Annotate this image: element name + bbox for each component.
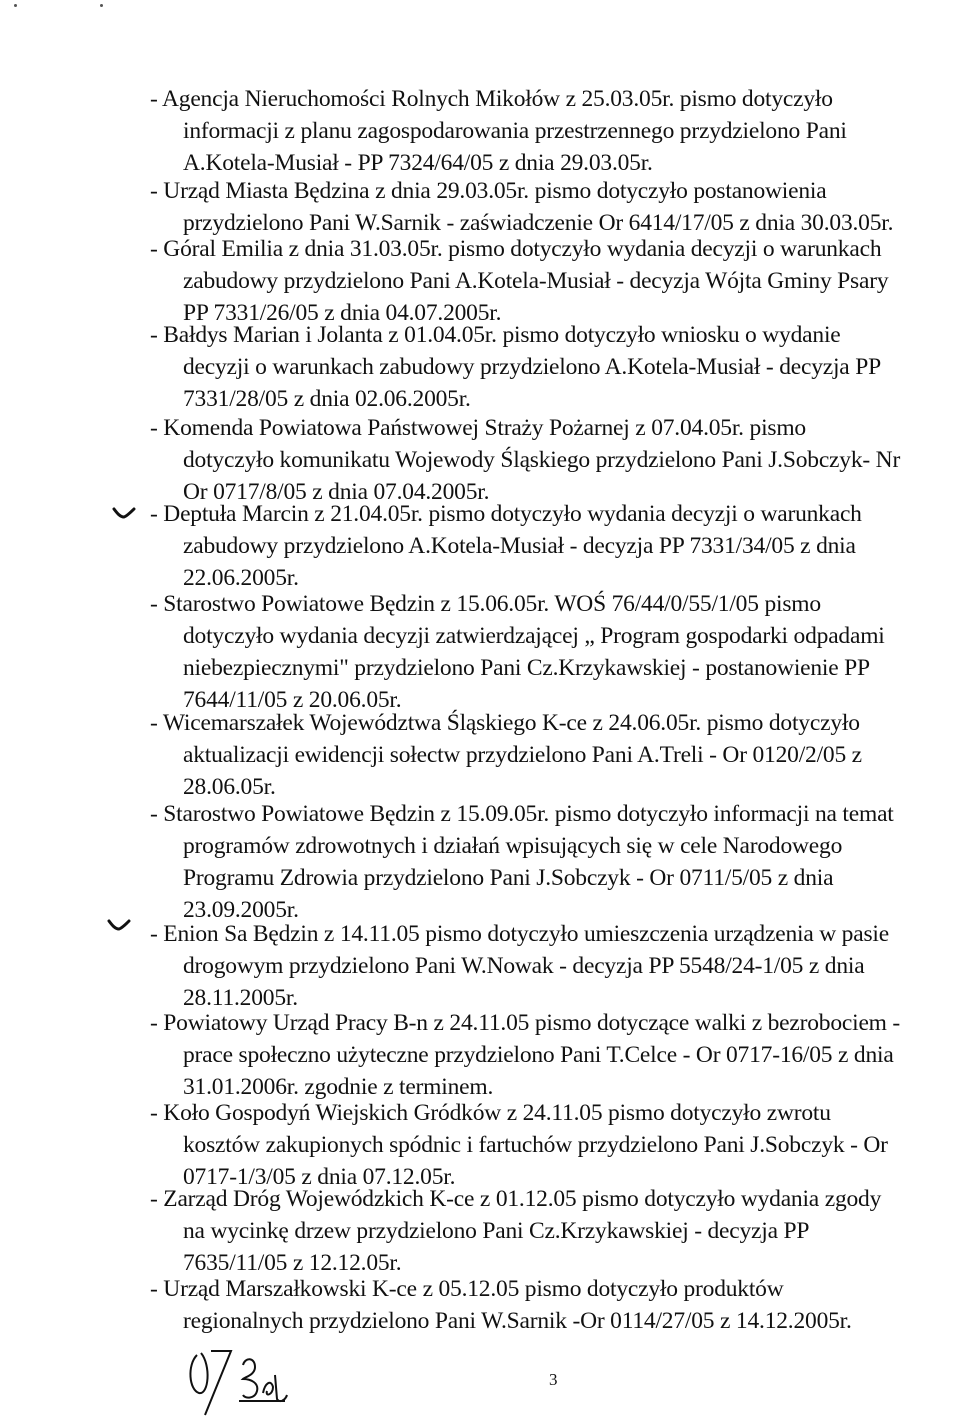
entry-line: kosztów zakupionych spódnic i fartuchów przydzielono Pani J.Sobczyk - Or [183,1132,888,1158]
checkmark-icon [112,506,136,520]
entry-line: - Urząd Marszałkowski K-ce z 05.12.05 pismo dotyczyło produktów [150,1276,784,1302]
entry [150,707,950,803]
entry [150,1183,950,1279]
entry-line: Or 0717/8/05 z dnia 07.04.2005r. [183,479,490,505]
entry-line: dotyczyło komunikatu Wojewody Śląskiego przydzielono Pani J.Sobczyk- Nr [183,447,901,473]
entry-line: dotyczyło wydania decyzji zatwierdzającej „ Program gospodarki odpadami [183,623,885,649]
entry [150,588,950,716]
handwritten-signature [185,1335,295,1419]
entry-line: regionalnych przydzielono Pani W.Sarnik -Or 0114/27/05 z 14.12.2005r. [183,1308,852,1334]
entry-line: 28.11.2005r. [183,985,298,1011]
entry-line: 31.01.2006r. zgodnie z terminem. [183,1074,494,1100]
entry [150,83,950,179]
entry-line: - Wicemarszałek Województwa Śląskiego K-ce z 24.06.05r. pismo dotyczyło [150,710,860,736]
entry-line: prace społeczno użyteczne przydzielono Pani T.Celce - Or 0717-16/05 z dnia [183,1042,894,1068]
entry-line: 7331/28/05 z dnia 02.06.2005r. [183,386,471,412]
entry-line: zabudowy przydzielono Pani A.Kotela-Musiał - decyzja Wójta Gminy Psary [183,268,889,294]
scan-speck [100,4,103,7]
entry-line: - Starostwo Powiatowe Będzin z 15.09.05r. pismo dotyczyło informacji na temat [150,801,894,827]
entry-line: programów zdrowotnych i działań wpisujących się w cele Narodowego [183,833,843,859]
entry-line: - Koło Gospodyń Wiejskich Gródków z 24.11.05 pismo dotyczyło zwrotu [150,1100,831,1126]
entry [150,175,950,239]
entry [150,1007,950,1103]
entry-line: - Starostwo Powiatowe Będzin z 15.06.05r. WOŚ 76/44/0/55/1/05 pismo [150,591,821,617]
entry-line: niebezpiecznymi" przydzielono Pani Cz.Krzykawskiej - postanowienie PP [183,655,870,681]
entry-line: 23.09.2005r. [183,897,299,923]
entry-line: - Powiatowy Urząd Pracy B-n z 24.11.05 pismo dotyczące walki z bezrobociem - [150,1010,901,1036]
entry-line: - Góral Emilia z dnia 31.03.05r. pismo dotyczyło wydania decyzji o warunkach [150,236,882,262]
entry-line: decyzji o warunkach zabudowy przydzielono A.Kotela-Musiał - decyzja PP [183,354,881,380]
entry-line: 7644/11/05 z 20.06.05r. [183,687,402,713]
entry-line: PP 7331/26/05 z dnia 04.07.2005r. [183,300,502,326]
entry [150,412,950,508]
entry-line: - Urząd Miasta Będzina z dnia 29.03.05r. pismo dotyczyło postanowienia [150,178,827,204]
entry [150,918,950,1014]
page-number: 3 [549,1370,558,1389]
entry [150,233,950,329]
checkmark-icon [107,918,131,932]
entry-line: 7635/11/05 z 12.12.05r. [183,1250,402,1276]
entry-line: aktualizacji ewidencji sołectw przydzielono Pani A.Treli - Or 0120/2/05 z [183,742,862,768]
entry-line: - Zarząd Dróg Wojewódzkich K-ce z 01.12.05 pismo dotyczyło wydania zgody [150,1186,882,1212]
entry-line: Programu Zdrowia przydzielono Pani J.Sobczyk - Or 0711/5/05 z dnia [183,865,834,891]
entry-line: na wycinkę drzew przydzielono Pani Cz.Krzykawskiej - decyzja PP [183,1218,810,1244]
entry-line: informacji z planu zagospodarowania przestrzennego przydzielono Pani [183,118,847,144]
entry-line: 28.06.05r. [183,774,276,800]
scan-speck [14,4,17,7]
entry [150,798,950,926]
entry-line: 22.06.2005r. [183,565,299,591]
entry-line: A.Kotela-Musiał - PP 7324/64/05 z dnia 29.03.05r. [183,150,653,176]
entry-line: 0717-1/3/05 z dnia 07.12.05r. [183,1164,456,1190]
entry [150,498,950,594]
entry-line: - Deptuła Marcin z 21.04.05r. pismo dotyczyło wydania decyzji o warunkach [150,501,862,527]
entry-line: drogowym przydzielono Pani W.Nowak - decyzja PP 5548/24-1/05 z dnia [183,953,865,979]
entry [150,319,950,415]
entry-line: zabudowy przydzielono A.Kotela-Musiał - decyzja PP 7331/34/05 z dnia [183,533,856,559]
entry [150,1273,950,1337]
entry-line: - Bałdys Marian i Jolanta z 01.04.05r. pismo dotyczyło wniosku o wydanie [150,322,841,348]
entry-line: - Komenda Powiatowa Państwowej Straży Pożarnej z 07.04.05r. pismo [150,415,806,441]
entry-line: - Agencja Nieruchomości Rolnych Mikołów z 25.03.05r. pismo dotyczyło [150,86,833,112]
entry-line: przydzielono Pani W.Sarnik - zaświadczenie Or 6414/17/05 z dnia 30.03.05r. [183,210,894,236]
entry-line: - Enion Sa Będzin z 14.11.05 pismo dotyczyło umieszczenia urządzenia w pasie [150,921,889,947]
entry [150,1097,950,1193]
